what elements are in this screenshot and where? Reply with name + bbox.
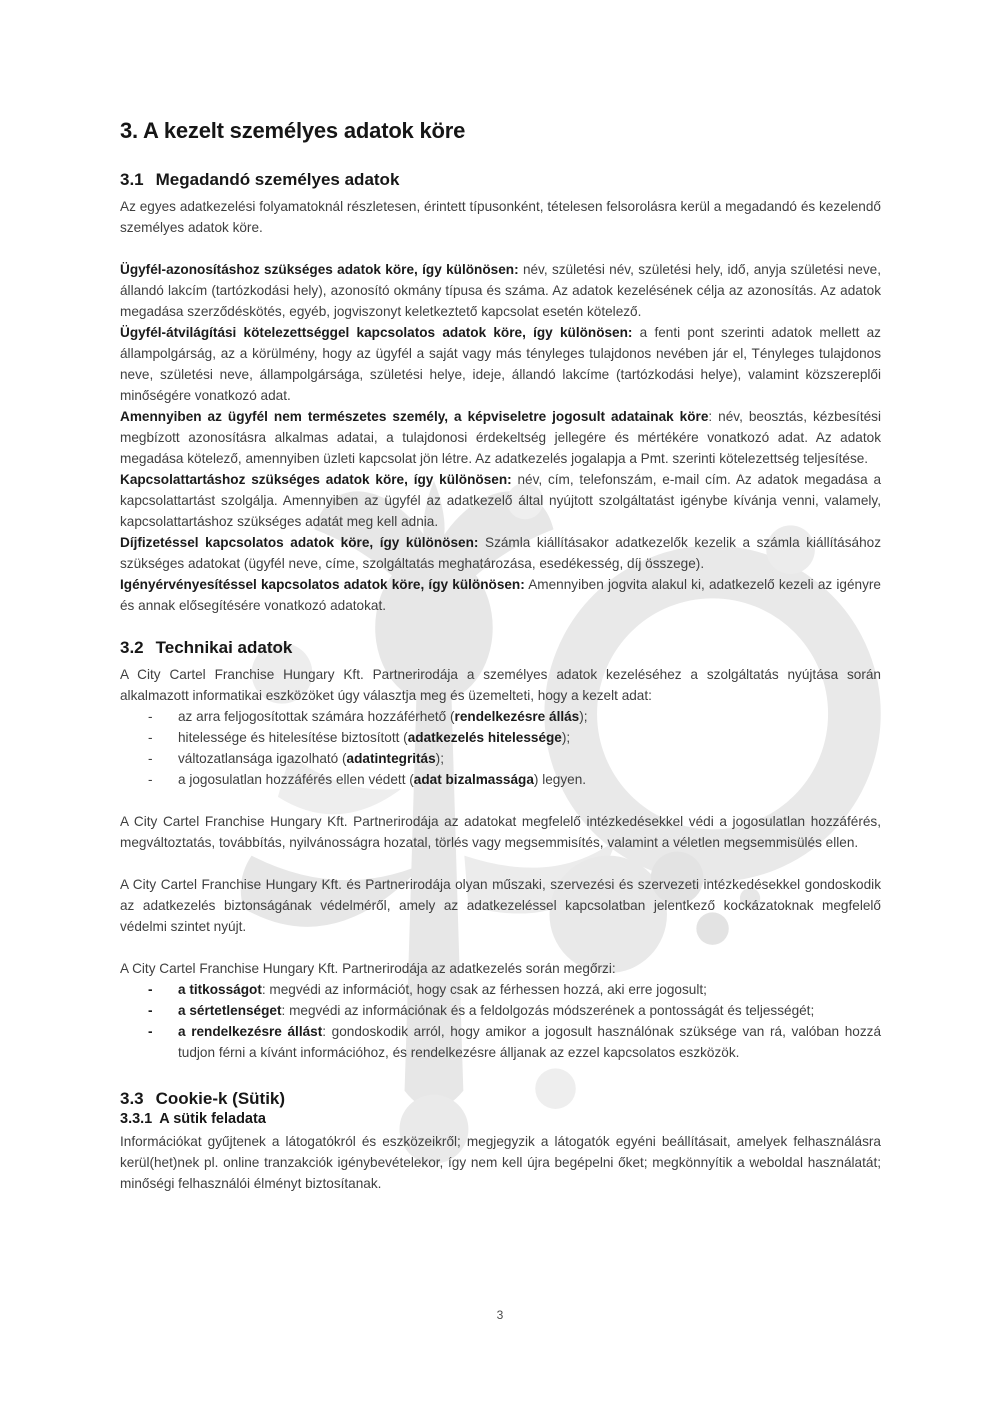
section-label: Technikai adatok bbox=[155, 638, 293, 657]
section-number: 3.3.1 bbox=[120, 1111, 153, 1127]
data-scope-item bbox=[120, 322, 881, 406]
text-run: ); bbox=[579, 709, 588, 724]
item-body: Amennyiben jogvita alakul ki, adatkezelő kezeli az igényre és annak elősegítésére vonatkozó adatokat. bbox=[120, 577, 881, 613]
dash-marker: - bbox=[148, 709, 153, 724]
data-scope-item bbox=[120, 469, 881, 532]
text-run: változatlansága igazolható ( bbox=[178, 751, 347, 766]
item-lead: Igényérvényesítéssel kapcsolatos adatok köre, így különösen: bbox=[120, 577, 525, 592]
list-item bbox=[120, 1000, 881, 1021]
dash-marker: - bbox=[148, 1003, 153, 1018]
text-run: a jogosulatlan hozzáférés ellen védett ( bbox=[178, 772, 414, 787]
page-number: 3 bbox=[496, 1308, 504, 1322]
list-item-text bbox=[178, 1000, 881, 1021]
section-3-3-1-paragraph: Információkat gyűjtenek a látogatókról és eszközeikről; megjegyzik a látogatók egyéni beállításait, amelyek felhasználásra kerül(het)nek pl. online tranzakciók igénybevételekor, így nem kell újra begépelni őket; megkönnyítik a weboldal használatát; minőségi felhasználói élményt biztosítanak. bbox=[120, 1134, 881, 1191]
dash-marker: - bbox=[148, 751, 153, 766]
item-lead: Amennyiben az ügyfél nem természetes személy, a képviseletre jogosult adatainak köre bbox=[120, 409, 709, 424]
section-3-3-heading bbox=[120, 1089, 881, 1109]
data-scope-item bbox=[120, 532, 881, 574]
section-3-1-intro: Az egyes adatkezelési folyamatoknál részletesen, érintett típusonként, tételesen felsorolásra kerül a megadandó és kezelendő személyes adatok köre. bbox=[120, 199, 881, 235]
section-label: A sütik feladata bbox=[159, 1111, 266, 1127]
bold-run: adat bizalmassága bbox=[413, 772, 534, 787]
section-number: 3.1 bbox=[120, 170, 144, 189]
item-lead: Ügyfél-átvilágítási kötelezettséggel kapcsolatos adatok köre, így különösen: bbox=[120, 325, 633, 340]
text-run: : gondoskodik arról, hogy amikor a jogosult használónak szüksége van rá, valóban hozzá tudjon férni a kívánt információhoz, és rendelkezésre álljanak az ezzel kapcsolatos eszközök. bbox=[178, 1024, 881, 1060]
list-item-text bbox=[178, 706, 881, 727]
item-body: név, cím, telefonszám, e-mail cím. Az adatok megadása a kapcsolattartást szolgálja. Amennyiben az ügyfél az adatkezelő által nyújtott szolgáltatást igénybe kívánja venni, valamely, kapcsolattartáshoz szükséges adatát meg kell adnia. bbox=[120, 472, 882, 529]
item-lead: Díjfizetéssel kapcsolatos adatok köre, így különösen: bbox=[120, 535, 479, 550]
section-3-2-heading bbox=[120, 638, 881, 658]
bold-run: a titkosságot bbox=[178, 982, 262, 997]
list-item-text bbox=[178, 979, 881, 1000]
list-item bbox=[120, 748, 881, 769]
data-scope-item bbox=[120, 406, 881, 469]
dash-marker: - bbox=[148, 1024, 153, 1039]
text-run: hitelessége és hitelesítése biztosított ( bbox=[178, 730, 408, 745]
section-3-3-1-heading bbox=[120, 1111, 881, 1127]
item-body: név, születési név, születési hely, idő, anyja születési neve, állandó lakcím (tartózkodási hely), azonosító okmány típusa és száma. Az adatok kezelésének célja az azonosítás. Az adatok megadása szerződéskötés, egyéb, jogviszonyt keletkeztető kapcsolat esetén kötelező. bbox=[120, 262, 882, 319]
data-scope-item bbox=[120, 574, 881, 616]
bold-run: adatkezelés hitelessége bbox=[407, 730, 562, 745]
text-run: ); bbox=[561, 730, 571, 745]
text-run: az arra feljogosítottak számára hozzáférhető ( bbox=[178, 709, 455, 724]
text-run: : megvédi az információnak és a feldolgozás módszerének a pontosságát és teljességét; bbox=[281, 1003, 815, 1018]
page-title: 3. A kezelt személyes adatok köre bbox=[120, 118, 466, 143]
paragraph: A City Cartel Franchise Hungary Kft. és Partnerirodája olyan műszaki, szervezési és szervezeti intézkedésekkel gondoskodik az adatkezelés biztonságának védelméről, amely az adatkezeléssel kapcsolatban jelentkező kockázatoknak megfelelő védelmi szintet nyújt. bbox=[120, 877, 881, 934]
list-item bbox=[120, 727, 881, 748]
section-3-2-intro: A City Cartel Franchise Hungary Kft. Partnerirodája a személyes adatok kezeléséhez a szolgáltatás nyújtása során alkalmazott informatikai eszközöket úgy választja meg és üzemelteti, hogy a kezelt adat: bbox=[120, 667, 881, 703]
item-body: : név, beosztás, kézbesítési megbízott azonosításra alkalmas adatai, a tulajdonosi érdekeltség jellegére és mértékére vonatkozó adat. Az adatok megadása kötelező, amennyiben üzleti kapcsolat jön létre. Az adatkezelés jogalapja a Pmt. szerinti kötelezettség teljesítése. bbox=[120, 409, 881, 466]
item-lead: Kapcsolattartáshoz szükséges adatok köre, így különösen: bbox=[120, 472, 512, 487]
section-number: 3.2 bbox=[120, 638, 144, 657]
section-3-1-heading bbox=[120, 170, 881, 190]
list-item bbox=[120, 979, 881, 1000]
text-run: ); bbox=[435, 751, 444, 766]
text-run: : megvédi az információt, hogy csak az férhessen hozzá, aki erre jogosult; bbox=[261, 982, 707, 997]
text-run: ) legyen. bbox=[533, 772, 587, 787]
list-item bbox=[120, 706, 881, 727]
list-item-text bbox=[178, 1021, 881, 1063]
list-item-text bbox=[178, 748, 881, 769]
paragraph: A City Cartel Franchise Hungary Kft. Partnerirodája az adatkezelés során megőrzi: bbox=[120, 961, 616, 976]
item-lead: Ügyfél-azonosításhoz szükséges adatok köre, így különösen: bbox=[120, 262, 519, 277]
bold-run: rendelkezésre állás bbox=[454, 709, 580, 724]
paragraph: A City Cartel Franchise Hungary Kft. Partnerirodája az adatokat megfelelő intézkedésekkel védi a jogosulatlan hozzáférés, megváltoztatás, továbbítás, nyilvánosságra hozatal, törlés vagy megsemmisítés, valamint a véletlen megsemmisülés ellen. bbox=[120, 814, 881, 850]
section-label: Cookie-k (Sütik) bbox=[155, 1089, 286, 1108]
list-item-text bbox=[178, 769, 881, 790]
list-item bbox=[120, 769, 881, 790]
section-number: 3.3 bbox=[120, 1089, 144, 1108]
item-body: Számla kiállításakor adatkezelők kezelik a számla kiállításához szükséges adatokat (ügyfél neve, címe, szolgáltatás meghatározása, esedékesség, díj összege). bbox=[120, 535, 882, 571]
bold-run: a sértetlenséget bbox=[178, 1003, 282, 1018]
data-scope-item bbox=[120, 259, 881, 322]
dash-marker: - bbox=[148, 730, 153, 745]
item-body: a fenti pont szerinti adatok mellett az állampolgárság, az a körülmény, hogy az ügyfél a saját vagy más tényleges tulajdonos nevében jár el, Tényleges tulajdonos neve, születési neve, állampolgársága, születési helye, ideje, állandó lakcíme (tartózkodási helye), valamint közszereplői minőségére vonatkozó adat. bbox=[120, 325, 881, 403]
bold-run: a rendelkezésre állást bbox=[178, 1024, 323, 1039]
list-item bbox=[120, 1021, 881, 1063]
list-item-text bbox=[178, 727, 881, 748]
dash-marker: - bbox=[148, 772, 153, 787]
dash-marker: - bbox=[148, 982, 153, 997]
bold-run: adatintegritás bbox=[346, 751, 436, 766]
section-label: Megadandó személyes adatok bbox=[155, 170, 400, 189]
